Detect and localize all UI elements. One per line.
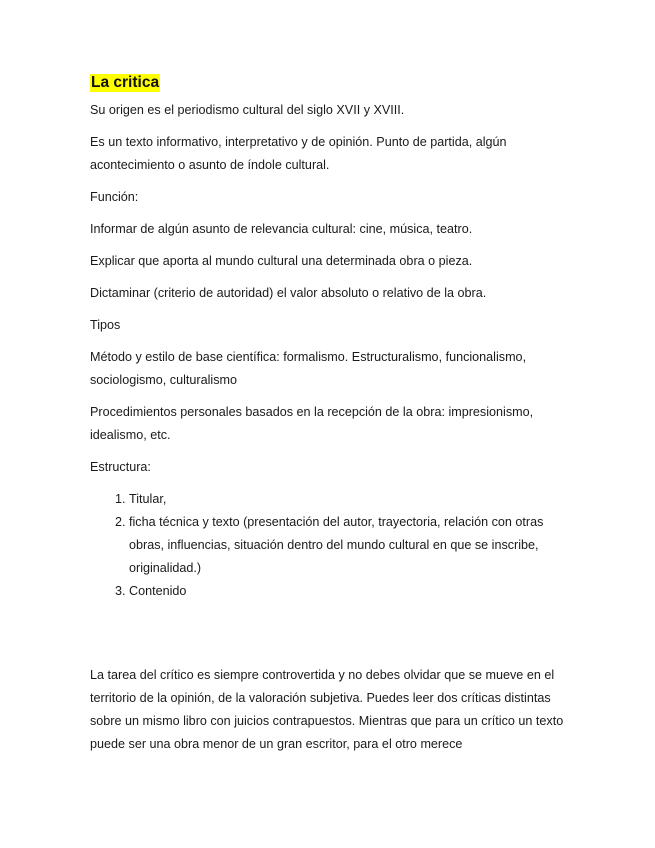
list-item: 3. Contenido xyxy=(129,580,570,603)
heading-function: Función: xyxy=(90,190,139,204)
heading-structure: Estructura: xyxy=(90,460,151,474)
document-page xyxy=(90,74,570,603)
list-item: 2. ficha técnica y texto (presentación del autor, trayectoria, relación con otras obras, influencias, situación dentro del mundo cultural en que se inscribe, originalidad.) xyxy=(129,511,570,580)
heading-types: Tipos xyxy=(90,318,121,332)
paragraph-definition: Es un texto informativo, interpretativo y de opinión. Punto de partida, algún acontecimiento o asunto de índole cultural. xyxy=(90,135,507,172)
paragraph-dictaminar: Dictaminar (criterio de autoridad) el valor absoluto o relativo de la obra. xyxy=(90,286,487,300)
list-item: 1. Titular, xyxy=(129,488,570,511)
paragraph-inform: Informar de algún asunto de relevancia cultural: cine, música, teatro. xyxy=(90,222,473,236)
paragraph-personal-procedures: Procedimientos personales basados en la recepción de la obra: impresionismo, idealismo, etc. xyxy=(90,405,534,442)
paragraph-explain: Explicar que aporta al mundo cultural una determinada obra o pieza. xyxy=(90,254,473,268)
paragraph-scientific-method: Método y estilo de base científica: formalismo. Estructuralismo, funcionalismo, sociologismo, culturalismo xyxy=(90,350,527,387)
structure-list xyxy=(90,488,570,603)
document-title: La critica xyxy=(91,74,160,91)
paragraph-origin: Su origen es el periodismo cultural del siglo XVII y XVIII. xyxy=(90,103,405,117)
paragraph-closing: La tarea del crítico es siempre controvertida y no debes olvidar que se mueve en el territorio de la opinión, de la valoración subjetiva. Puedes leer dos críticas distintas sobre un mismo libro con juicios contrapuestos. Mientras que para un crítico un texto puede ser una obra menor de un gran escritor, para el otro merece xyxy=(90,668,564,751)
